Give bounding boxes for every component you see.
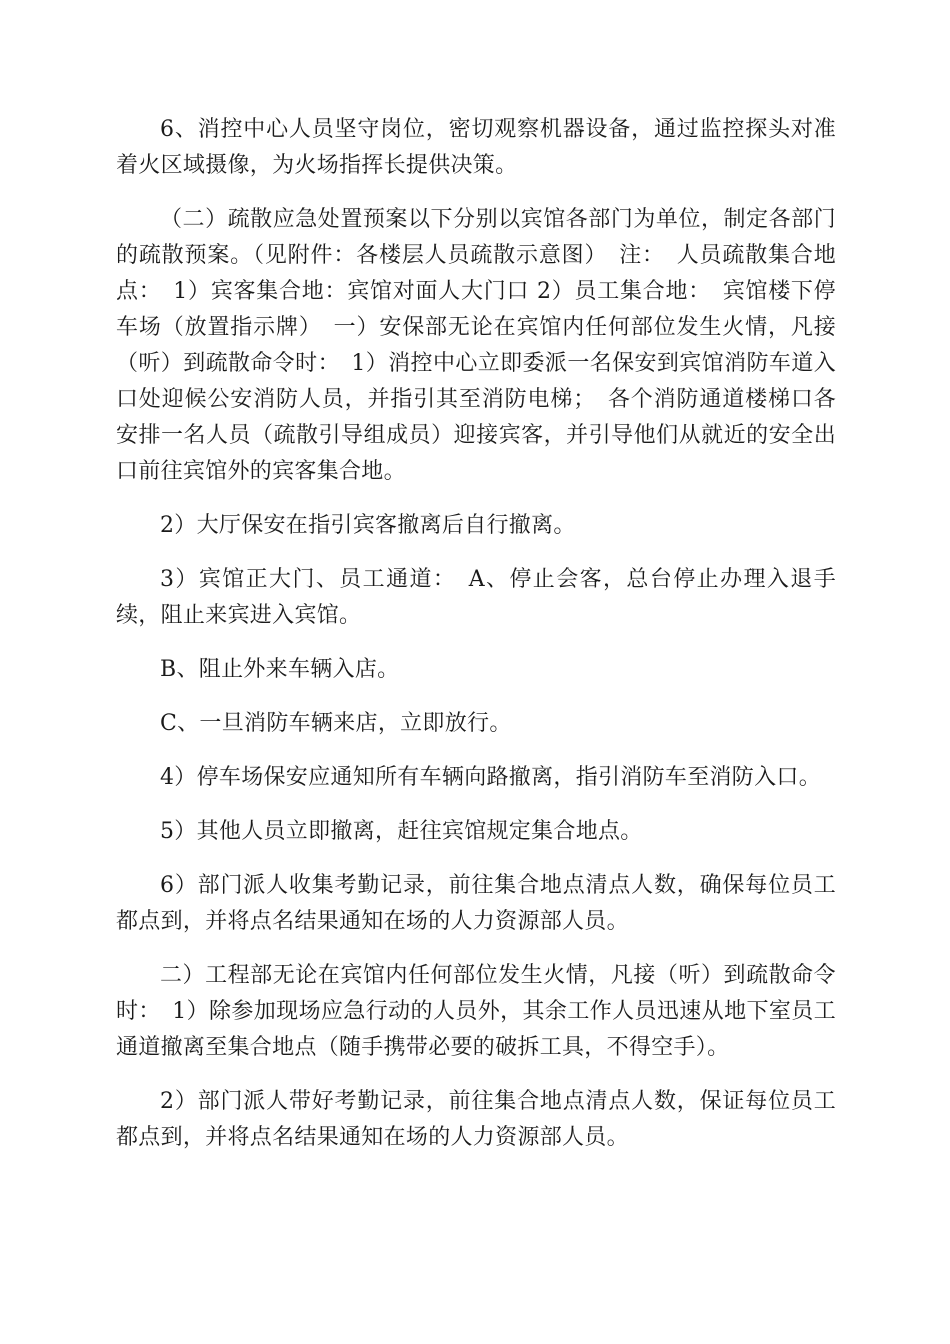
paragraph-9: 6）部门派人收集考勤记录，前往集合地点清点人数，确保每位员工都点到，并将点名结果通知在场的人力资源部人员。 <box>116 873 836 934</box>
paragraph-8: 5）其他人员立即撤离，赶往宾馆规定集合地点。 <box>160 819 643 844</box>
paragraph-2: （二）疏散应急处置预案以下分别以宾馆各部门为单位，制定各部门的疏散预案。（见附件：各楼层人员疏散示意图） 注： 人员疏散集合地点： 1）宾客集合地：宾馆对面人大门口 2）员工集合地： 宾馆楼下停车场（放置指示牌） 一）安保部无论在宾馆内任何部位发生火情，凡接（听）到疏散命令时： 1）消控中心立即委派一名保安到宾馆消防车道入口处迎候公安消防人员，并指引其至消防电梯； 各个消防通道楼梯口各安排一名人员（疏散引导组成员）迎接宾客，并引导他们从就近的安全出口前往宾馆外的宾客集合地。 <box>116 207 836 484</box>
paragraph-11: 2）部门派人带好考勤记录，前往集合地点清点人数，保证每位员工都点到，并将点名结果通知在场的人力资源部人员。 <box>116 1089 836 1150</box>
paragraph-4: 3）宾馆正大门、员工通道： A、停止会客，总台停止办理入退手续，阻止来宾进入宾馆。 <box>116 567 836 628</box>
paragraph-10: 二）工程部无论在宾馆内任何部位发生火情，凡接（听）到疏散命令时： 1）除参加现场应急行动的人员外，其余工作人员迅速从地下室员工通道撤离至集合地点（随手携带必要的破拆工具，不得空手）。 <box>116 963 836 1060</box>
document-body <box>116 112 836 1174</box>
paragraph-6: C、一旦消防车辆来店，立即放行。 <box>160 711 512 736</box>
paragraph-7: 4）停车场保安应通知所有车辆向路撤离，指引消防车至消防入口。 <box>160 765 821 790</box>
paragraph-1: 6、消控中心人员坚守岗位，密切观察机器设备，通过监控探头对准着火区域摄像，为火场指挥长提供决策。 <box>116 117 836 178</box>
paragraph-5: B、阻止外来车辆入店。 <box>160 657 400 682</box>
paragraph-3: 2）大厅保安在指引宾客撤离后自行撤离。 <box>160 513 576 538</box>
